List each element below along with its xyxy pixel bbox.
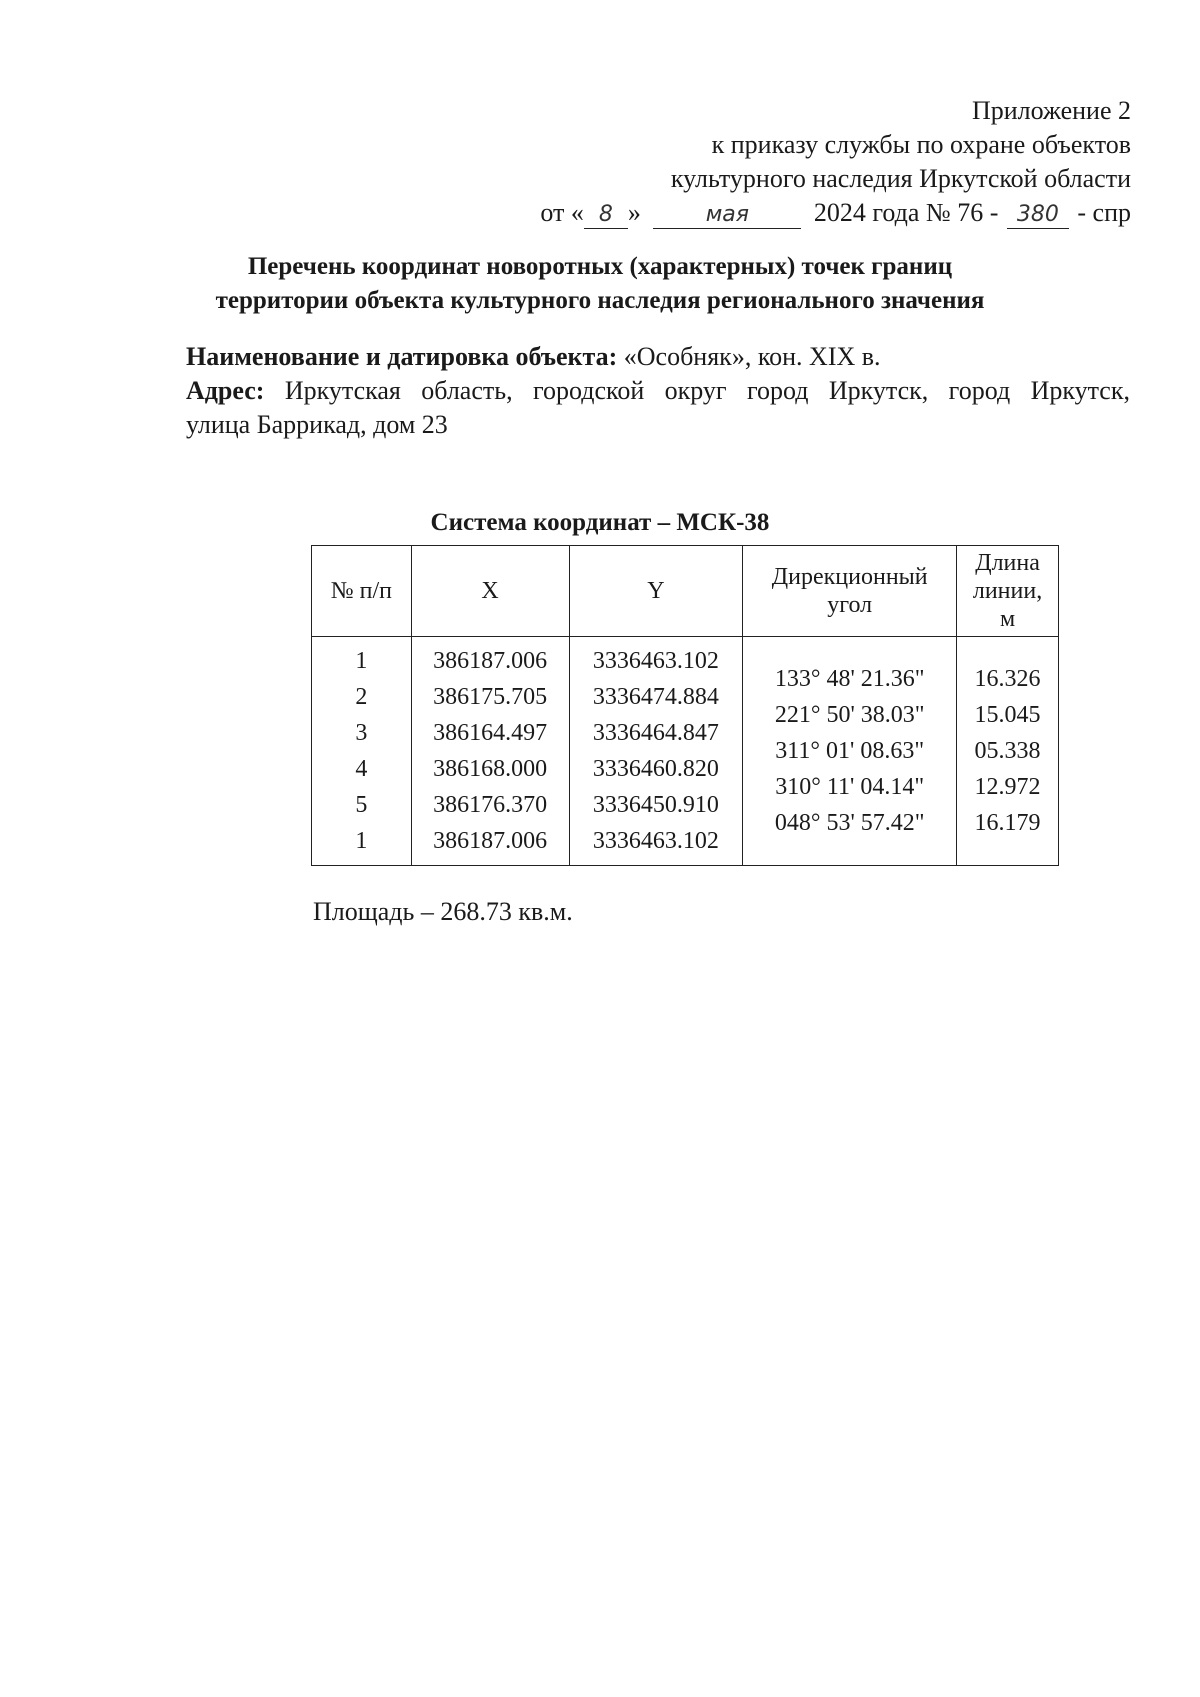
table-header-row [312,546,1059,637]
x-column [411,637,569,866]
address-word: Иркутск, [828,376,929,405]
address-word: Иркутская [284,376,401,405]
point-number: 3 [355,720,368,746]
point-number: 1 [355,648,368,674]
handwritten-order-number: 380 [1007,202,1069,229]
date-year-text: 2024 года № 76 - [813,198,999,227]
segment-length: 16.179 [974,810,1041,836]
point-x: 386176.370 [433,792,548,818]
point-y: 3336463.102 [592,828,719,854]
object-info [186,340,1130,442]
line-length-column [957,637,1059,866]
y-column [569,637,743,866]
address-line-2: улица Баррикад, дом 23 [186,410,448,439]
point-x: 386187.006 [433,648,548,674]
point-y: 3336474.884 [592,684,719,710]
segment-angle: 133° 48' 21.36" [774,666,925,692]
address-word: округ [664,376,727,405]
handwritten-day: 8 [584,202,628,229]
header-y: Y [569,546,743,637]
segment-length: 16.326 [974,666,1041,692]
title-line-2: территории объекта культурного наследия регионального значения [215,287,985,314]
order-date-line [540,196,1131,230]
coordinates-table [311,545,1059,866]
point-number: 2 [355,684,368,710]
appendix-header [540,94,1131,230]
header-direction-angle [743,546,957,637]
point-y: 3336463.102 [592,648,719,674]
address-word: область, [421,376,513,405]
point-y: 3336450.910 [592,792,719,818]
date-prefix: от « [540,198,584,227]
address-word: городской [532,376,645,405]
appendix-number: Приложение 2 [971,96,1131,125]
header-line-length [957,546,1059,637]
point-number: 5 [355,792,368,818]
address-word: город [746,376,809,405]
handwritten-month: мая [653,202,801,229]
header-angle-line: угол [827,592,873,618]
point-y: 3336460.820 [592,756,719,782]
area-value: Площадь – 268.73 кв.м. [313,897,573,926]
point-number: 4 [355,756,368,782]
point-number: 1 [355,828,368,854]
order-suffix: - спр [1077,198,1131,227]
date-mid: » [627,198,641,227]
header-length-line: Длина [975,550,1040,576]
coordinate-system-caption: Система координат – МСК-38 [430,509,770,536]
segment-length: 12.972 [974,774,1041,800]
title-line-1: Перечень координат новоротных (характерных) точек границ [247,253,953,280]
object-name-value: «Особняк», кон. XIX в. [623,342,881,371]
segment-length: 05.338 [974,738,1041,764]
object-name-label: Наименование и датировка объекта: [186,342,618,371]
segment-length: 15.045 [974,702,1041,728]
header-point-number: № п/п [312,546,412,637]
document-title [0,250,1200,318]
point-x: 386187.006 [433,828,548,854]
segment-angle: 310° 11' 04.14" [775,774,925,800]
point-y: 3336464.847 [592,720,719,746]
order-reference-line: к приказу службы по охране объектов [711,130,1131,159]
segment-angle: 048° 53' 57.42" [774,810,925,836]
header-length-line: линии, [972,578,1043,604]
issuing-authority-line: культурного наследия Иркутской области [670,164,1131,193]
header-angle-line: Дирекционный [771,564,928,590]
point-x: 386175.705 [433,684,548,710]
object-name [186,340,1130,374]
point-x: 386168.000 [433,756,548,782]
header-length-line: м [999,606,1016,632]
address-label: Адрес: [186,376,265,405]
table-body-row [312,637,1059,866]
address-line-1 [186,374,1130,408]
segment-angle: 221° 50' 38.03" [774,702,925,728]
direction-angle-column [743,637,957,866]
header-x: X [411,546,569,637]
point-x: 386164.497 [433,720,548,746]
point-number-column [312,637,412,866]
address-word: Иркутск, [1030,376,1130,405]
segment-angle: 311° 01' 08.63" [775,738,925,764]
address-word: город [948,376,1011,405]
